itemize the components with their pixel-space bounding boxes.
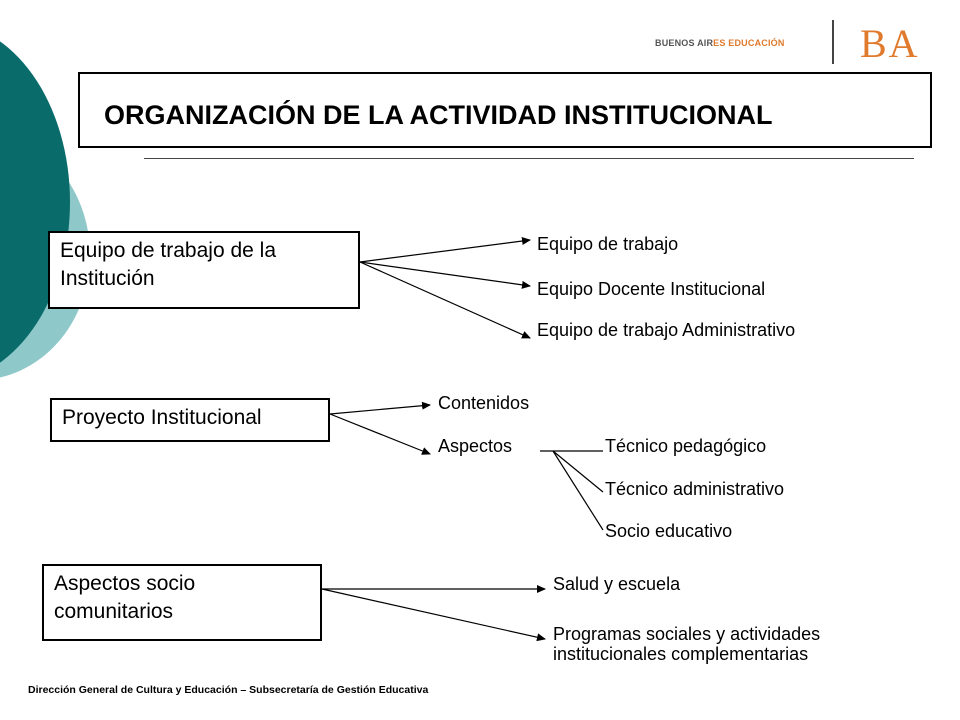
item-equipo-docente: Equipo Docente Institucional <box>537 279 766 299</box>
brand-accent: ES EDUCACIÓN <box>713 38 785 48</box>
box-proyecto-institucional: Proyecto Institucional <box>50 398 330 442</box>
item-equipo-trabajo: Equipo de trabajo <box>537 234 679 254</box>
sub-item-tecnico-pedagogico: Técnico pedagógico <box>605 436 767 456</box>
page-title: ORGANIZACIÓN DE LA ACTIVIDAD INSTITUCIONAL <box>104 100 773 130</box>
item-programas-sociales: Programas sociales y actividades institucionales complementarias <box>553 624 821 664</box>
item-salud-escuela: Salud y escuela <box>553 574 681 594</box>
box-equipo-institucion: Equipo de trabajo de la Institución <box>48 231 360 309</box>
arrow-to-contenidos <box>330 405 430 414</box>
arrow-to-aspectos <box>330 414 430 454</box>
brand-prefix: BUENOS AIR <box>655 38 714 48</box>
item-aspectos: Aspectos <box>438 436 513 456</box>
sub-item-tecnico-administrativo: Técnico administrativo <box>605 479 785 499</box>
box-aspectos-socio-comunitarios: Aspectos socio comunitarios <box>42 564 322 641</box>
line-to-socio-educativo <box>553 451 603 530</box>
sub-item-socio-educativo: Socio educativo <box>605 521 733 541</box>
arrow-to-equipo-trabajo <box>360 240 530 262</box>
line-to-tecnico-administrativo <box>553 451 603 492</box>
footer-text: Dirección General de Cultura y Educación – Subsecretaría de Gestión Educativa <box>28 684 429 696</box>
item-equipo-administrativo: Equipo de trabajo Administrativo <box>537 320 796 340</box>
arrow-to-programas-sociales <box>322 589 545 639</box>
item-contenidos: Contenidos <box>438 393 530 413</box>
brand-logo: BA <box>860 21 920 66</box>
